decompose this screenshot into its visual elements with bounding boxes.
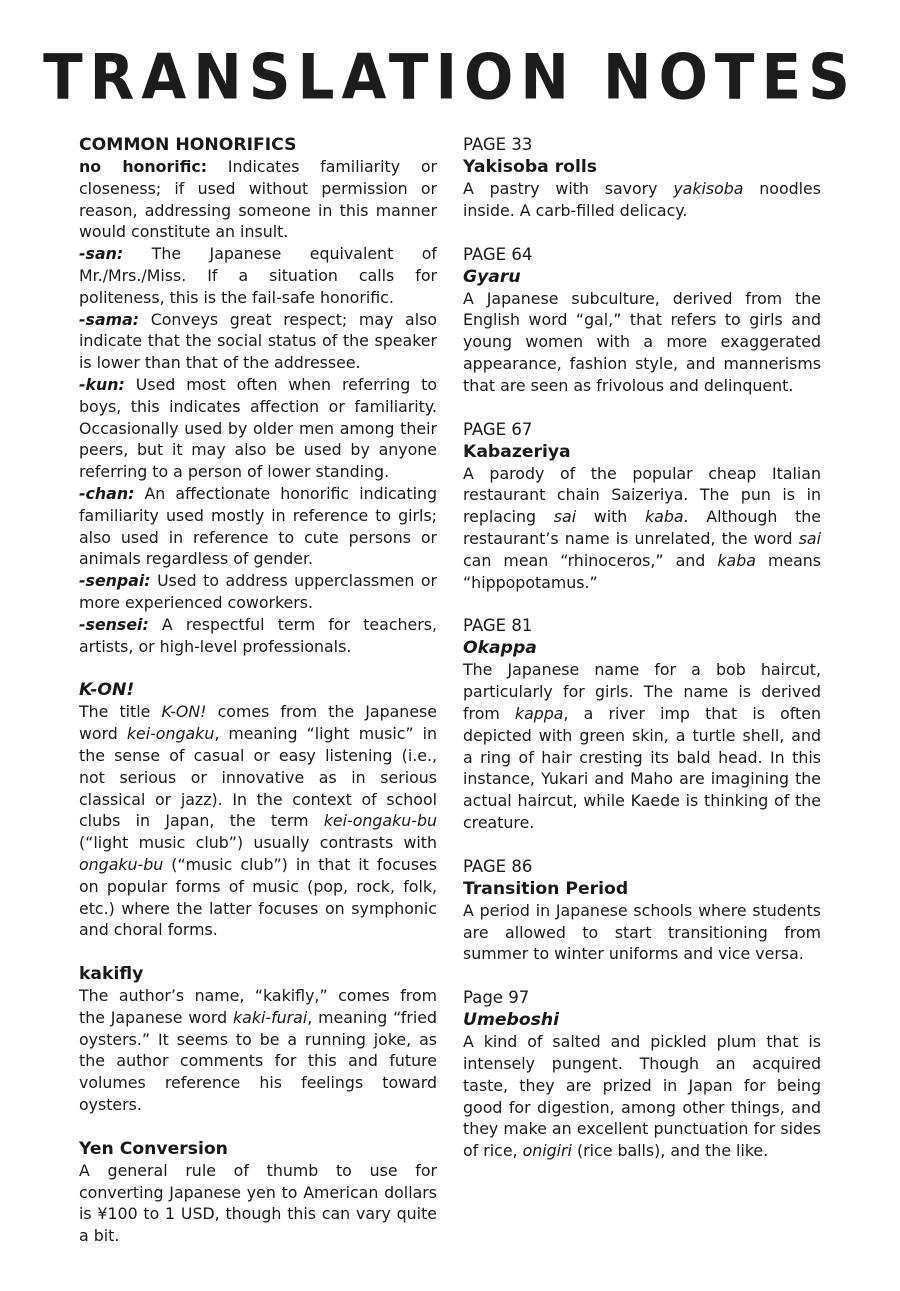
text-run: . Although the restaurant’s name is unrelated, the word xyxy=(463,507,821,548)
kakifly-paragraph xyxy=(79,985,437,1116)
section-spacer xyxy=(463,593,821,615)
text-run: , a river imp that is often depicted with green skin, a turtle shell, and a ring of hair cresting its bald head. In this instance, Yukari and Maho are imagining the actual haircut, while Kaede is thinking of the creature. xyxy=(463,703,821,832)
italic-term: sai xyxy=(798,528,821,548)
honorific-entry xyxy=(79,570,437,614)
text-run: can mean “rhinoceros,” and xyxy=(463,550,718,570)
honorific-definition: Indicates familiarity or closeness; if used without permission or reason, addressing someone in this manner would constitute an insult. xyxy=(79,157,437,242)
note-heading: Gyaru xyxy=(463,266,521,287)
italic-term: kaba xyxy=(717,550,756,570)
italic-term: yakisoba xyxy=(673,179,744,198)
honorific-entry xyxy=(79,614,437,658)
honorific-term: -san: xyxy=(79,244,124,264)
text-run: with xyxy=(576,507,645,527)
honorific-entry xyxy=(79,309,437,374)
yen-heading: Yen Conversion xyxy=(79,1138,228,1159)
note-heading: Umeboshi xyxy=(463,1010,559,1031)
italic-term: sai xyxy=(553,507,577,527)
section-spacer xyxy=(79,1116,437,1138)
section-spacer xyxy=(463,222,821,244)
section-spacer xyxy=(79,941,437,963)
honorific-term: no honorific: xyxy=(79,157,208,176)
italic-term: kaba xyxy=(645,507,684,527)
text-run: A parody of the popular cheap Italian restaurant chain Saizeriya. The pun is in replacing xyxy=(463,463,821,527)
italic-term: kei-ongaku-bu xyxy=(323,811,437,831)
text-run: The title xyxy=(79,702,162,722)
page-label: Page 97 xyxy=(463,988,530,1008)
left-column xyxy=(79,134,437,1247)
honorific-term: -sensei: xyxy=(79,614,149,634)
text-run: (rice balls), and the like. xyxy=(571,1141,769,1161)
note-heading: Kabazeriya xyxy=(463,441,571,462)
italic-term: kei-ongaku xyxy=(126,724,215,744)
text-run: , meaning “light music” in the sense of casual or easy listening (i.e., not serious or innovative as in serious classical or jazz). In the context of school clubs in Japan, the term xyxy=(79,724,437,831)
page-label: PAGE 81 xyxy=(463,616,533,636)
honorific-definition: The Japanese equivalent of Mr./Mrs./Miss. If a situation calls for politeness, this is the fail-safe honorific. xyxy=(79,244,437,307)
honorific-entry xyxy=(79,243,437,308)
honorific-term: -senpai: xyxy=(79,571,151,591)
note-paragraph xyxy=(463,178,821,222)
note-heading: Yakisoba rolls xyxy=(463,157,598,177)
page-label: PAGE 86 xyxy=(463,856,533,876)
honorific-entry xyxy=(79,374,437,483)
note-heading: Transition Period xyxy=(463,878,629,899)
note-paragraph xyxy=(463,659,821,833)
yen-paragraph: A general rule of thumb to use for converting Japanese yen to American dollars is ¥100 to 1 USD, though this can vary quite a bit. xyxy=(79,1160,437,1246)
text-run: A pastry with savory xyxy=(463,179,674,198)
italic-term: kaki-furai xyxy=(233,1007,308,1027)
text-run: noodles inside. A carb-filled delicacy. xyxy=(463,179,821,220)
text-run: A kind of salted and pickled plum that is intensely pungent. Though an acquired taste, they are prized in Japan for being good for digestion, among other things, and they make an excellent punctuation for sides of rice, xyxy=(463,1032,821,1161)
text-run: (“music club”) in that it focuses on popular forms of music (pop, rock, folk, etc.) where the latter focuses on symphonic and choral forms. xyxy=(79,854,437,940)
honorific-entry xyxy=(79,156,437,243)
italic-term: ongaku-bu xyxy=(79,854,164,874)
page-label: PAGE 67 xyxy=(463,419,533,439)
note-paragraph: A period in Japanese schools where students are allowed to start transitioning from summer to winter uniforms and vice versa. xyxy=(463,900,821,964)
page-title: TRANSLATION NOTES xyxy=(43,40,857,114)
honorific-term: -kun: xyxy=(79,374,125,394)
note-paragraph xyxy=(463,463,821,594)
note-paragraph: A Japanese subculture, derived from the English word “gal,” that refers to girls and young women with a more exaggerated appearance, fashion style, and mannerisms that are seen as frivolous and delinquent. xyxy=(463,288,821,395)
honorific-definition: Used to address upperclassmen or more experienced coworkers. xyxy=(79,571,437,612)
italic-term: K-ON! xyxy=(161,702,207,722)
text-run: The author’s name, “kakifly,” comes from the Japanese word xyxy=(79,986,437,1027)
section-spacer xyxy=(463,965,821,987)
honorific-definition: An affectionate honorific indicating familiarity used mostly in reference to girls; also used in reference to cute persons or animals regardless of gender. xyxy=(79,483,437,569)
page-label: PAGE 64 xyxy=(463,244,533,264)
kon-paragraph xyxy=(79,701,437,941)
kon-heading: K-ON! xyxy=(79,680,135,701)
text-run: The Japanese name for a bob haircut, particularly for girls. The name is derived from xyxy=(463,660,821,723)
section-spacer xyxy=(463,397,821,419)
text-run: comes from the Japanese word xyxy=(79,702,437,744)
right-column xyxy=(463,134,821,1162)
kakifly-heading: kakifly xyxy=(79,964,144,985)
text-run: means “hippopotamus.” xyxy=(463,550,821,592)
italic-term: kappa xyxy=(514,703,564,723)
section-spacer xyxy=(79,657,437,679)
text-run: , meaning “fried oysters.” It seems to be a running joke, as the author comments for this and future volumes reference his feelings toward oysters. xyxy=(79,1007,437,1115)
honorific-term: -sama: xyxy=(79,309,140,329)
italic-term: onigiri xyxy=(522,1141,572,1161)
honorific-definition: Used most often when referring to boys, this indicates affection or familiarity. Occasionally used by older men among their peers, but it may also be used by anyone referring to a person of lower standing. xyxy=(79,374,437,482)
note-paragraph xyxy=(463,1031,821,1162)
honorific-definition: A respectful term for teachers, artists, or high-level professionals. xyxy=(79,614,437,656)
section-spacer xyxy=(463,834,821,856)
honorifics-heading: COMMON HONORIFICS xyxy=(79,135,297,155)
honorific-entry xyxy=(79,483,437,570)
page-label: PAGE 33 xyxy=(463,135,533,154)
note-heading: Okappa xyxy=(463,638,537,659)
honorific-term: -chan: xyxy=(79,483,135,503)
text-run: (“light music club”) usually contrasts with xyxy=(79,833,437,853)
honorific-definition: Conveys great respect; may also indicate that the social status of the speaker is lower than that of the addressee. xyxy=(79,309,437,373)
